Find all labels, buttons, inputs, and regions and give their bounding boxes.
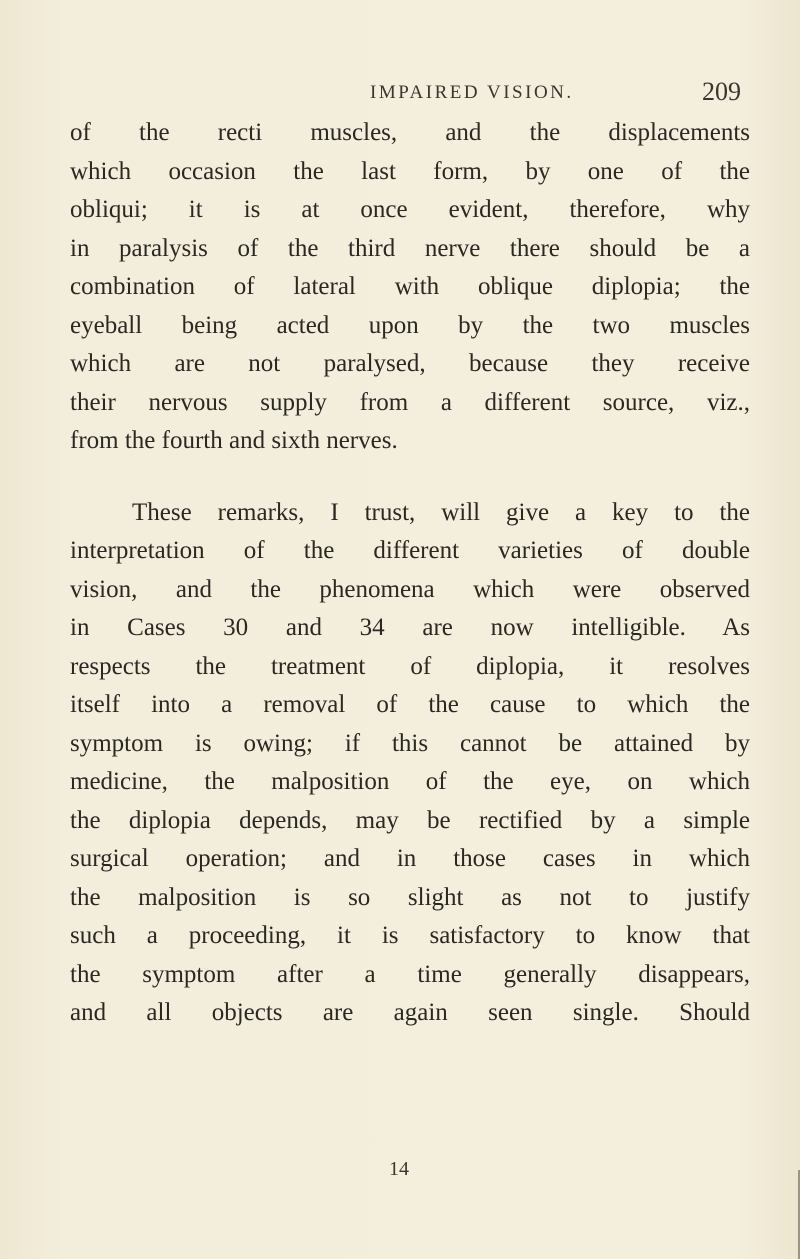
page-number: 209 — [702, 77, 741, 106]
body-text — [70, 114, 750, 1033]
text-line: surgical operation; and in those cases in which — [70, 845, 750, 872]
text-line: in Cases 30 and 34 are now intelligible. As — [70, 614, 750, 641]
text-line: the symptom after a time generally disappears, — [70, 960, 750, 988]
text-line: itself into a removal of the cause to which the — [70, 691, 750, 718]
text-line: eyeball being acted upon by the two muscles — [70, 311, 750, 339]
text-line: These remarks, I trust, will give a key to the — [132, 498, 750, 526]
text-line: obliqui; it is at once evident, therefore, why — [70, 196, 750, 223]
running-title: IMPAIRED VISION. — [370, 82, 574, 103]
text-line: respects the treatment of diplopia, it resolves — [70, 652, 750, 680]
paragraph-2 — [70, 494, 750, 1033]
text-line: which occasion the last form, by one of the — [70, 157, 750, 185]
paragraph-gap — [70, 461, 750, 494]
text-line: such a proceeding, it is satisfactory to know that — [70, 922, 750, 949]
signature-mark: 14 — [389, 1158, 409, 1180]
text-line: combination of lateral with oblique diplopia; the — [70, 273, 750, 300]
running-head — [0, 77, 800, 112]
text-line: in paralysis of the third nerve there should be a — [70, 234, 750, 262]
text-line: interpretation of the different varieties of double — [70, 537, 750, 564]
text-line: symptom is owing; if this cannot be attained by — [70, 729, 750, 757]
text-line: the diplopia depends, may be rectified by a simple — [70, 806, 750, 834]
text-line: the malposition is so slight as not to justify — [70, 883, 750, 911]
text-line: which are not paralysed, because they receive — [70, 350, 750, 377]
text-line: from the fourth and sixth nerves. — [70, 427, 398, 454]
text-line: vision, and the phenomena which were observed — [70, 575, 750, 603]
text-line: medicine, the malposition of the eye, on which — [70, 768, 750, 795]
paragraph-1 — [70, 114, 750, 461]
text-line: of the recti muscles, and the displacements — [70, 119, 750, 146]
text-line: and all objects are again seen single. Should — [70, 999, 750, 1026]
text-line: their nervous supply from a different source, viz., — [70, 388, 750, 416]
